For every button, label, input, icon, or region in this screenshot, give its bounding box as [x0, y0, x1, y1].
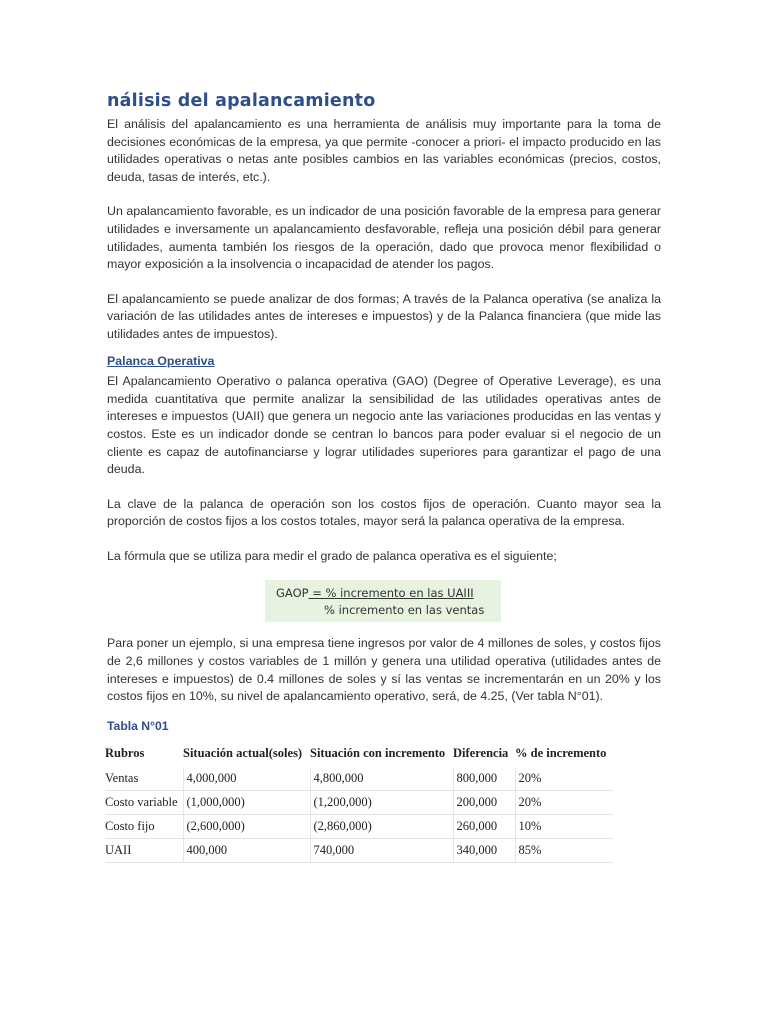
data-table — [105, 745, 613, 863]
paragraph-clave: La clave de la palanca de operación son los costos fijos de operación. Cuanto mayor sea la proporción de costos fijos a los costos totales, mayor será la palanca operativa de la empresa. — [107, 496, 661, 529]
paragraph-gao: El Apalancamiento Operativo o palanca operativa (GAO) (Degree of Operative Leverage), es una medida cuantitativa que permite analizar la sensibilidad de las utilidades operativas antes de intereses e impuestos (UAII) que genera un negocio ante las variaciones producidas en las ventas y costos. Este es un indicador donde se centran lo bancos para poder evaluar si el negocio de un cliente es capaz de autofinanciarse y lograr utilidades superiores para garantizar el pago de una deuda. — [107, 374, 661, 477]
table-header-cell: Diferencia — [453, 746, 509, 761]
formula-denominator: % incremento en las ventas — [324, 603, 485, 618]
formula-lhs: GAOP — [276, 586, 309, 601]
table-row — [105, 814, 613, 838]
gaop-formula-box — [265, 580, 501, 622]
paragraph-favorable: Un apalancamiento favorable, es un indicador de una posición favorable de la empresa para generar utilidades e inversamente un apalancamiento desfavorable, refleja una posición débil para generar utilidades, aumenta también los riesgos de la operación, dado que provoca menor flexibilidad o mayor exposición a la insolvencia o incapacidad de atender los pagos. — [107, 204, 661, 272]
paragraph-formas: El apalancamiento se puede analizar de dos formas; A través de la Palanca operativa (se analiza la variación de las utilidades antes de intereses e impuestos) y de la Palanca financiera (que mide las utilidades antes de impuestos). — [107, 291, 661, 341]
table-cell: 85% — [515, 838, 613, 862]
table-cell: 740,000 — [310, 838, 453, 862]
paragraph-intro: El análisis del apalancamiento es una herramienta de análisis muy importante para la toma de decisiones económicas de la empresa, ya que permite -conocer a priori- el impacto producido en las utilidades operativas o netas ante posibles cambios en las variables económicas (precios, costos, deuda, tasas de interés, etc.). — [107, 117, 661, 184]
table-cell: (1,000,000) — [183, 790, 310, 814]
table-header-row — [105, 745, 613, 767]
table-cell: 4,000,000 — [183, 767, 310, 791]
table-row — [105, 838, 613, 862]
table-header-cell: % de incremento — [515, 746, 607, 761]
table-cell: 340,000 — [453, 838, 515, 862]
section-title-palanca-operativa: Palanca Operativa — [107, 353, 215, 368]
table-cell: 800,000 — [453, 767, 515, 791]
formula-numerator: % incremento en las UAIII — [325, 586, 474, 601]
table-cell: (2,600,000) — [183, 814, 310, 838]
table-cell: 260,000 — [453, 814, 515, 838]
table-row — [105, 767, 613, 791]
formula-equals: = — [308, 586, 326, 601]
table-cell: 400,000 — [183, 838, 310, 862]
table-cell: 200,000 — [453, 790, 515, 814]
table-cell: (2,860,000) — [310, 814, 453, 838]
paragraph-formula-intro: La fórmula que se utiliza para medir el grado de palanca operativa es el siguiente; — [107, 548, 557, 563]
formula-area — [107, 565, 661, 635]
table-row — [105, 790, 613, 814]
table-title: Tabla N°01 — [107, 718, 169, 733]
table-cell: Costo variable — [105, 790, 183, 814]
table-cell: 4,800,000 — [310, 767, 453, 791]
table-header-cell: Situación con incremento — [310, 746, 446, 761]
table-cell: (1,200,000) — [310, 790, 453, 814]
table-cell: Ventas — [105, 767, 183, 791]
table-header-cell: Rubros — [105, 746, 145, 761]
table-cell: Costo fijo — [105, 814, 183, 838]
table-cell: UAII — [105, 838, 183, 862]
paragraph-ejemplo: Para poner un ejemplo, si una empresa tiene ingresos por valor de 4 millones de soles, y costos fijos de 2,6 millones y costos variables de 1 millón y genera una utilidad operativa (utilidades antes de intereses e impuestos) de 0.4 millones de soles y sí las ventas se incrementarán en un 20% y los costos fijos en 10%, su nivel de apalancamiento operativo, será, de 4.25, (Ver tabla N°01). — [107, 636, 661, 704]
page-title: nálisis del apalancamiento — [107, 91, 376, 111]
table-cell: 20% — [515, 790, 613, 814]
table-cell: 10% — [515, 814, 613, 838]
formula-numerator-line — [276, 586, 474, 600]
table-cell: 20% — [515, 767, 613, 791]
table-header-cell: Situación actual(soles) — [183, 746, 303, 761]
document-page — [107, 88, 661, 863]
